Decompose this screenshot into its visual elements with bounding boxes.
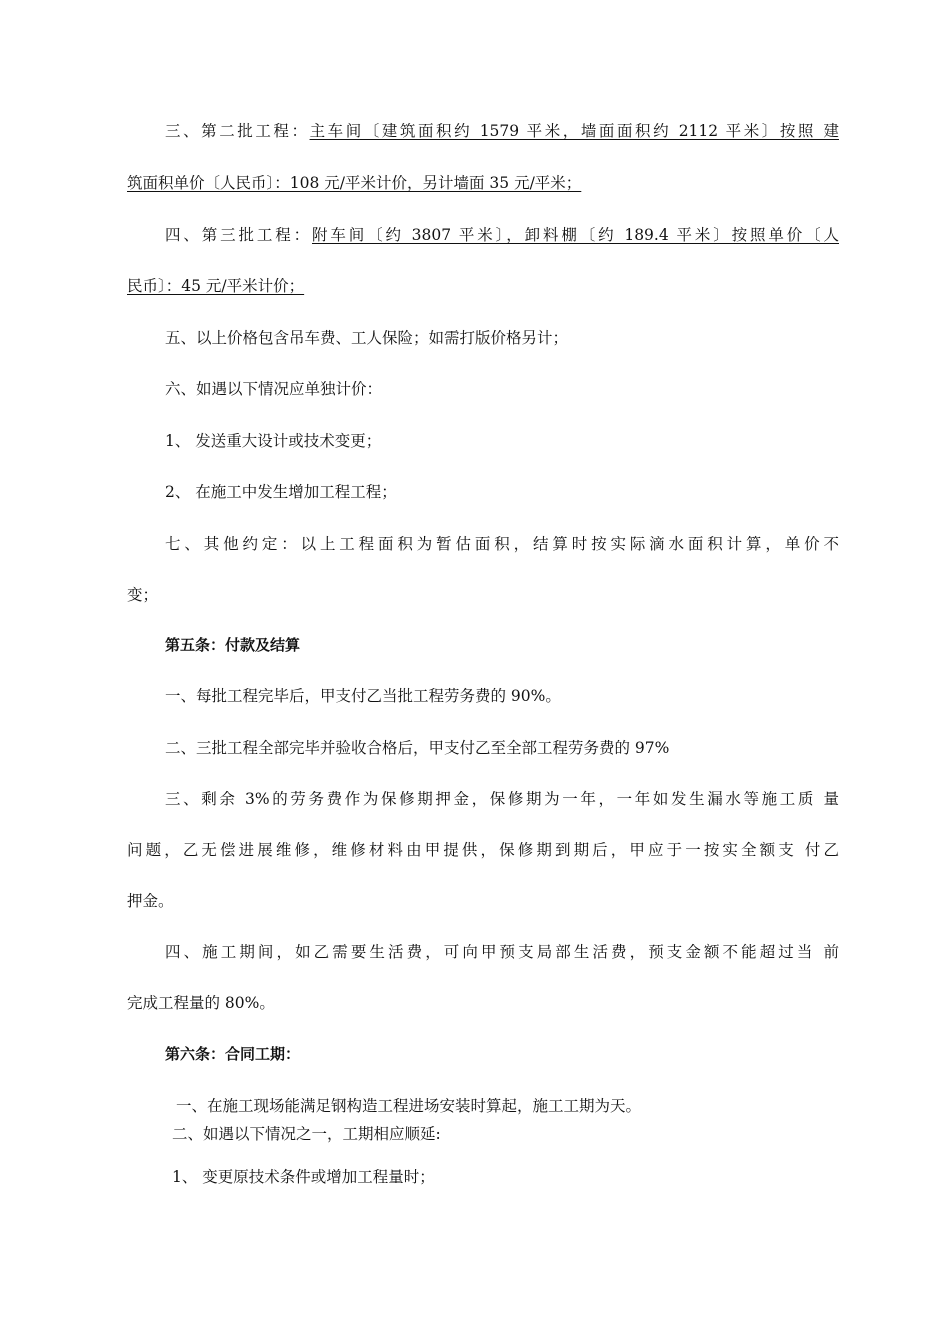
item6: 六、如遇以下情况应单独计价： <box>165 380 383 398</box>
item4-line2 <box>127 276 839 296</box>
article6-p2-1: 1、 变更原技术条件或增加工程量时； <box>172 1168 435 1186</box>
item5: 五、以上价格包含吊车费、工人保险；如需打版价格另计； <box>165 329 569 347</box>
item3-underlined-2: 筑面积单价〔人民币〕：108 元/平米计价，另计墙面 35 元/平米； <box>127 174 582 192</box>
article5-p2: 二、三批工程全部完毕并验收合格后，甲支付乙至全部工程劳务费的 97% <box>165 739 670 757</box>
item6-2: 2、 在施工中发生增加工程工程； <box>165 483 397 501</box>
item3-line2 <box>127 173 839 193</box>
item4-underlined-1: 附车间〔约 3807 平米〕，卸料棚〔约 189.4 平米〕按照单价〔人 <box>312 226 839 244</box>
item4-prefix: 四、第三批工程： <box>165 226 312 244</box>
article5-p4-line2: 完成工程量的 80%。 <box>127 994 275 1012</box>
article5-p3-line3: 押金。 <box>127 892 174 910</box>
article6-p2: 二、如遇以下情况之一，工期相应顺延: <box>172 1125 441 1143</box>
item4-line1 <box>165 225 839 245</box>
article5-heading: 第五条：付款及结算 <box>165 636 301 654</box>
item7-line2: 变； <box>127 586 159 604</box>
article6-p1: 一、在施工现场能满足钢构造工程进场安装时算起，施工工期为天。 <box>176 1097 642 1115</box>
article5-p1: 一、每批工程完毕后，甲支付乙当批工程劳务费的 90%。 <box>165 687 561 705</box>
item7-line1: 七、其他约定：以上工程面积为暂估面积，结算时按实际滴水面积计算，单价不 <box>165 535 839 553</box>
article5-p3-line2: 问题，乙无偿进展维修，维修材料由甲提供，保修期到期后，甲应于一按实全额支 付乙 <box>127 841 839 859</box>
article5-p3-line1: 三、剩余 3%的劳务费作为保修期押金，保修期为一年，一年如发生漏水等施工质 量 <box>165 790 839 808</box>
item3-line1 <box>165 121 839 141</box>
item4-underlined-2: 民币〕：45 元/平米计价； <box>127 277 305 295</box>
article5-p4-line1: 四、施工期间，如乙需要生活费，可向甲预支局部生活费，预支金额不能超过当 前 <box>165 943 839 961</box>
item3-underlined-1: 主车间〔建筑面积约 1579 平米，墙面面积约 2112 平米〕按照 建 <box>309 122 839 140</box>
article6-heading: 第六条：合同工期： <box>165 1045 301 1063</box>
item6-1: 1、 发送重大设计或技术变更； <box>165 432 382 450</box>
item3-prefix: 三、第二批工程： <box>165 122 310 140</box>
